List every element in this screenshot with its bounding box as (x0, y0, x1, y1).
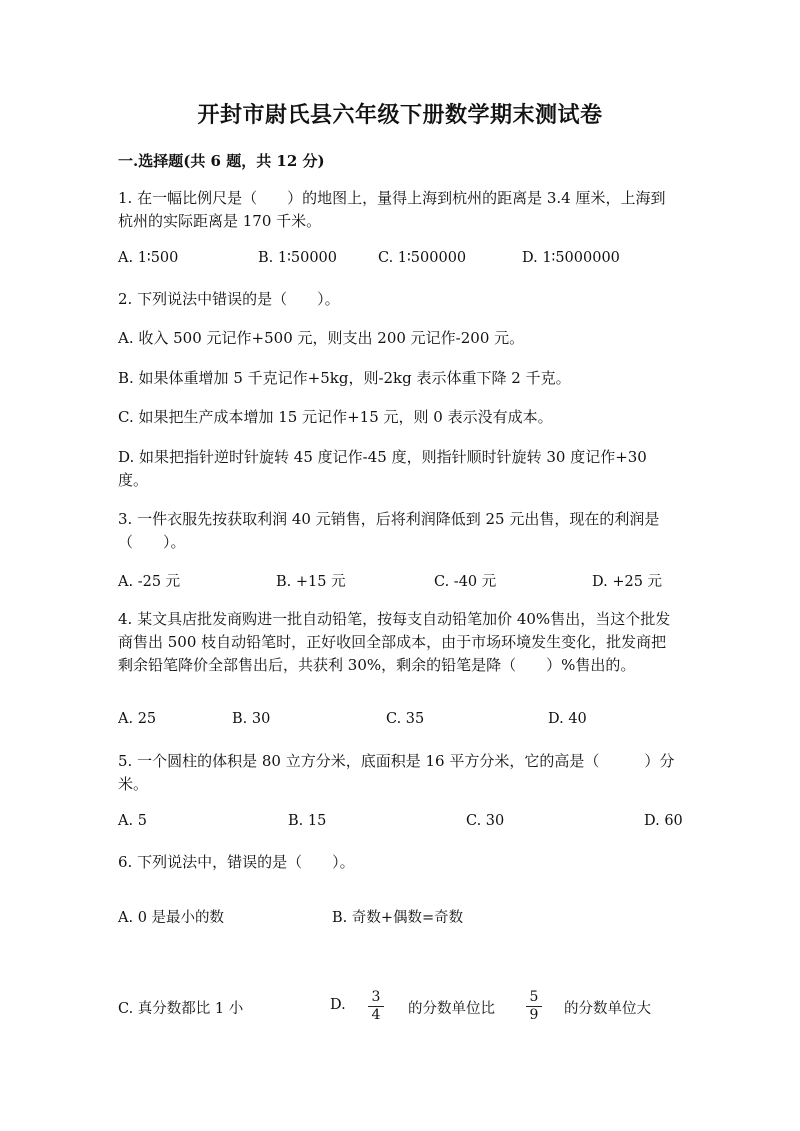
question-4-option-d: D. 40 (548, 711, 587, 727)
question-4-option-a: A. 25 (118, 711, 157, 727)
question-6-option-d-middle: 的分数单位比 (408, 1001, 495, 1017)
question-4-option-c: C. 35 (386, 711, 425, 727)
question-2-option-c: C. 如果把生产成本增加 15 元记作+15 元，则 0 表示没有成本。 (118, 408, 553, 426)
fraction-denominator: 9 (529, 1007, 539, 1023)
question-6-stem: 6. 下列说法中，错误的是（ ）。 (118, 853, 355, 871)
question-4-stem: 4. 某文具店批发商购进一批自动铅笔，按每支自动铅笔加价 40%售出，当这个批发商售出 500 枝自动铅笔时，正好收回全部成本，由于市场环境发生变化，批发商把剩余铅笔降价全部售出后，共获利 30%，剩余的铅笔是降（ ）%售出的。 (118, 610, 671, 674)
question-1-option-d: D. 1∶5000000 (522, 250, 620, 266)
question-1-option-a: A. 1∶500 (118, 250, 179, 266)
question-5-option-d: D. 60 (644, 813, 683, 829)
question-3-option-a: A. -25 元 (118, 574, 181, 590)
question-1-option-b: B. 1∶50000 (258, 250, 337, 266)
question-3-option-d: D. +25 元 (592, 574, 663, 590)
question-5-stem: 5. 一个圆柱的体积是 80 立方分米，底面积是 16 平方分米，它的高是（ ）分米。 (118, 752, 675, 793)
question-6-option-c: C. 真分数都比 1 小 (118, 1001, 244, 1017)
question-6-option-d-end: 的分数单位大 (564, 1001, 651, 1017)
question-3-stem: 3. 一件衣服先按获取利润 40 元销售，后将利润降低到 25 元出售，现在的利润是（ ）。 (118, 510, 660, 551)
fraction-denominator: 4 (371, 1007, 381, 1023)
question-5-option-c: C. 30 (466, 813, 505, 829)
fraction-three-quarters (366, 990, 386, 1023)
question-1-option-c: C. 1∶500000 (378, 250, 467, 266)
section-heading: 一.选择题(共 6 题，共 12 分) (118, 152, 325, 170)
question-2-option-b: B. 如果体重增加 5 千克记作+5kg，则-2kg 表示体重下降 2 千克。 (118, 369, 571, 387)
fraction-five-ninths (524, 990, 544, 1023)
question-6-option-d-label: D. (330, 997, 346, 1013)
question-6-option-a: A. 0 是最小的数 (118, 910, 225, 926)
question-3-option-c: C. -40 元 (434, 574, 497, 590)
question-3-option-b: B. +15 元 (276, 574, 346, 590)
question-5-option-b: B. 15 (288, 813, 327, 829)
question-2-option-d: D. 如果把指针逆时针旋转 45 度记作-45 度，则指针顺时针旋转 30 度记作+30 度。 (118, 448, 647, 489)
question-2-option-a: A. 收入 500 元记作+500 元，则支出 200 元记作-200 元。 (118, 329, 525, 347)
question-6-option-b: B. 奇数+偶数=奇数 (332, 910, 464, 926)
fraction-numerator: 5 (529, 989, 539, 1005)
question-4-option-b: B. 30 (232, 711, 271, 727)
exam-title: 开封市尉氏县六年级下册数学期末测试卷 (197, 102, 603, 128)
question-2-stem: 2. 下列说法中错误的是（ ）。 (118, 290, 340, 308)
fraction-numerator: 3 (371, 989, 381, 1005)
question-1-stem: 1. 在一幅比例尺是（ ）的地图上，量得上海到杭州的距离是 3.4 厘米，上海到杭州的实际距离是 170 千米。 (118, 189, 666, 230)
question-5-option-a: A. 5 (118, 813, 147, 829)
